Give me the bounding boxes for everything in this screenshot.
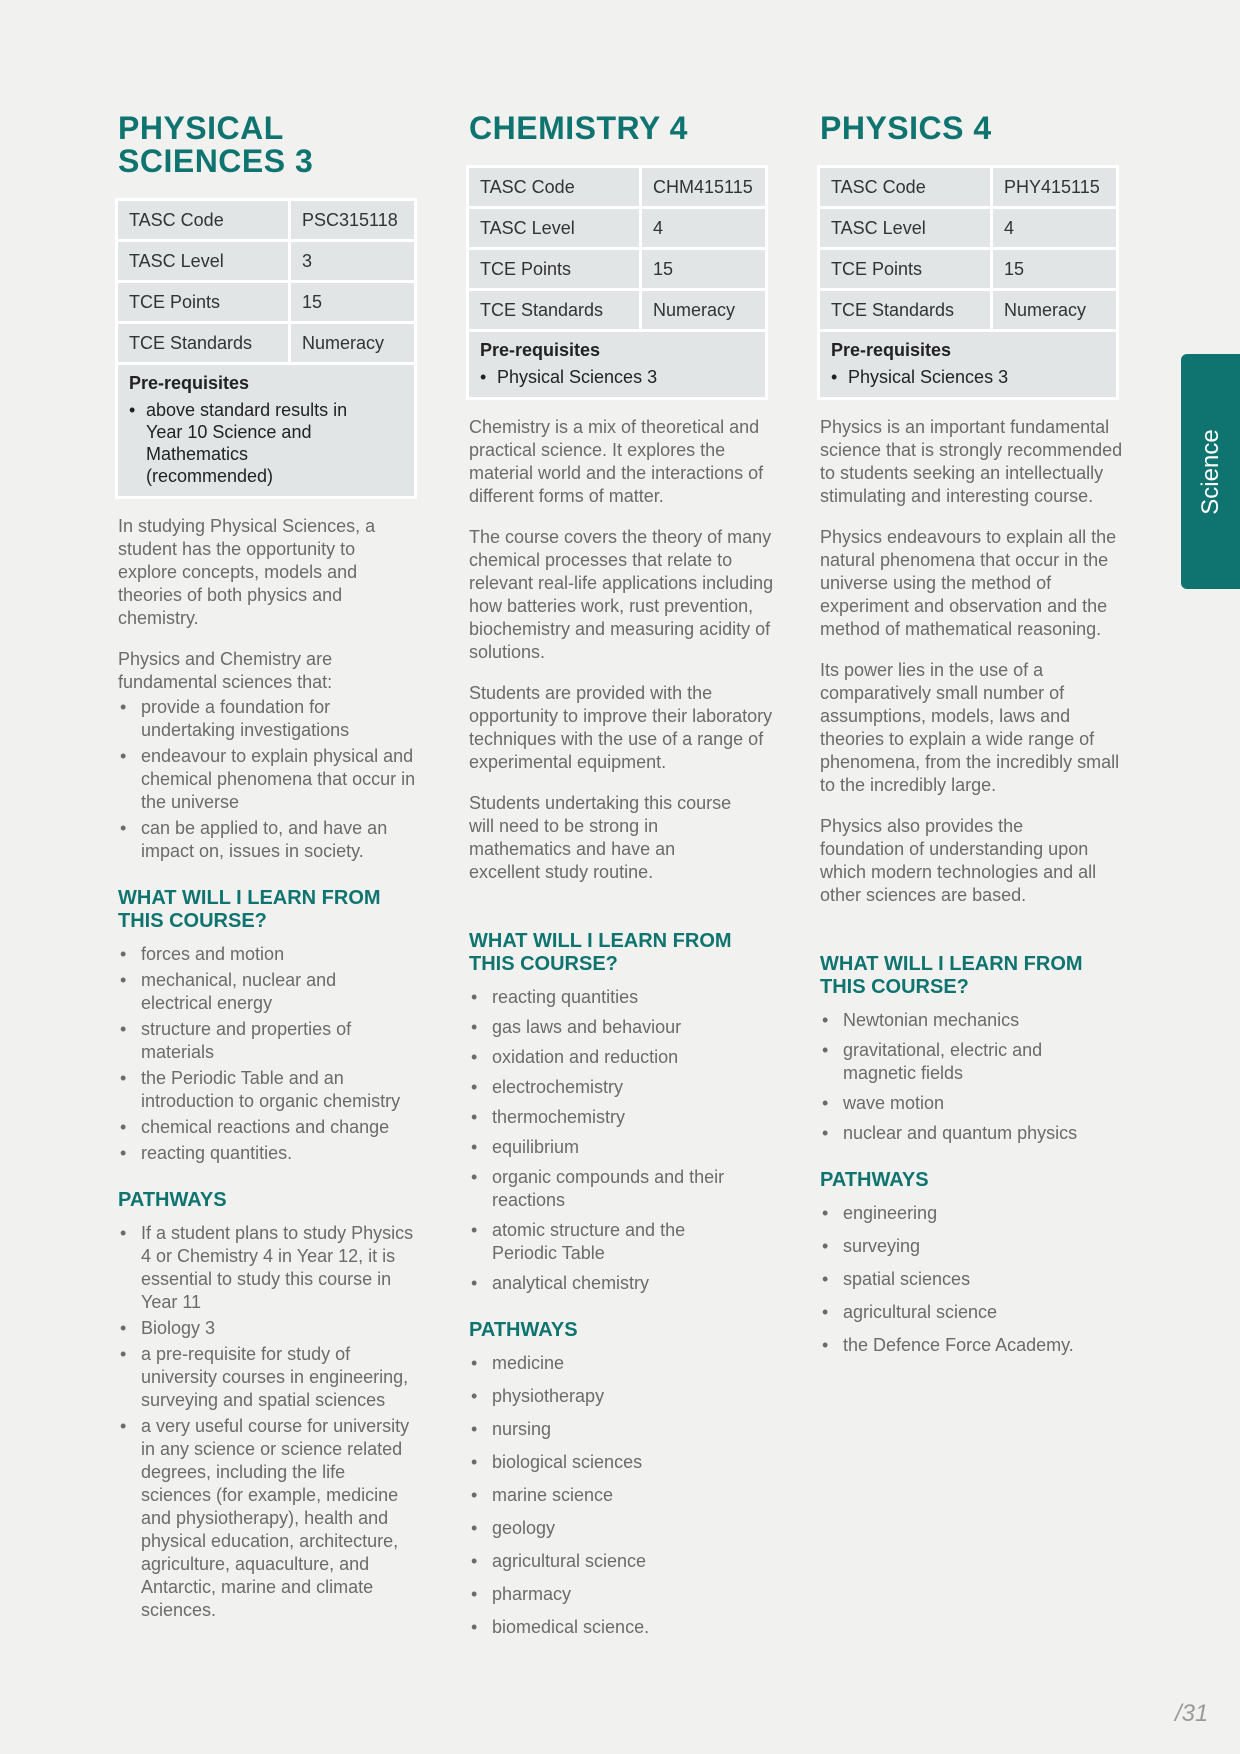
list-item: • medicine — [469, 1352, 774, 1375]
list-item: • wave motion — [820, 1092, 1125, 1115]
paragraph: In studying Physical Sciences, a student has the opportunity to explore concepts, models and theories of both physics and chemistry. — [118, 516, 376, 628]
table-row: TASC Level 3 — [118, 242, 414, 280]
column-physical-sciences — [118, 112, 423, 1640]
list-item: • Biology 3 — [118, 1317, 423, 1340]
prerequisites-list — [831, 366, 1105, 388]
paragraph: The course covers the theory of many chemical processes that relate to relevant real-life applications including how batteries work, rust prevention, biochemistry and measuring acidity of solutions. — [469, 527, 774, 662]
list-item: • pharmacy — [469, 1583, 774, 1606]
list-item: • analytical chemistry — [469, 1272, 774, 1295]
pathways-list — [820, 1202, 1125, 1357]
list-item: • agricultural science — [469, 1550, 774, 1573]
paragraph: Students are provided with the opportunity to improve their laboratory techniques with the use of a range of experimental equipment. — [469, 683, 773, 772]
prerequisites-list — [480, 366, 754, 388]
section-heading-learn: WHAT WILL I LEARN FROM THIS COURSE? — [118, 887, 381, 932]
paragraph: Physics and Chemistry are fundamental sciences that: — [118, 649, 333, 692]
section-heading-pathways: PATHWAYS — [469, 1319, 578, 1341]
list-item: • marine science — [469, 1484, 774, 1507]
learn-list — [469, 986, 774, 1295]
section-heading-learn: WHAT WILL I LEARN FROM THIS COURSE? — [820, 953, 1083, 998]
intro-list — [118, 696, 423, 863]
list-item: • Newtonian mechanics — [820, 1009, 1125, 1032]
list-item: • agricultural science — [820, 1301, 1125, 1324]
prerequisites-row — [469, 332, 765, 397]
page-number: /31 — [1175, 1700, 1209, 1727]
list-item: • forces and motion — [118, 943, 423, 966]
section-heading-learn: WHAT WILL I LEARN FROM THIS COURSE? — [469, 930, 732, 975]
list-item: • spatial sciences — [820, 1268, 1125, 1291]
learn-list — [820, 1009, 1125, 1145]
list-item: • Physical Sciences 3 — [480, 366, 754, 388]
list-item: • electrochemistry — [469, 1076, 774, 1099]
column-physics — [820, 112, 1125, 1375]
learn-list — [118, 943, 423, 1165]
prerequisites-label: Pre-requisites — [129, 373, 250, 393]
course-info-table — [817, 165, 1119, 400]
table-row: TCE Standards Numeracy — [118, 324, 414, 362]
list-item: • biomedical science. — [469, 1616, 774, 1639]
paragraph: Chemistry is a mix of theoretical and practical science. It explores the material world and the interactions of different forms of matter. — [469, 417, 764, 506]
list-item: • nuclear and quantum physics — [820, 1122, 1125, 1145]
section-heading-pathways: PATHWAYS — [118, 1189, 227, 1211]
table-row: TCE Points 15 — [118, 283, 414, 321]
list-item: • endeavour to explain physical and chemical phenomena that occur in the universe — [118, 745, 423, 814]
list-item: • mechanical, nuclear and electrical energy — [118, 969, 381, 1015]
table-row: TCE Standards Numeracy — [469, 291, 765, 329]
list-item: • gas laws and behaviour — [469, 1016, 774, 1039]
prerequisites-label: Pre-requisites — [831, 340, 952, 360]
course-title: CHEMISTRY 4 — [469, 110, 688, 146]
section-side-tab — [1181, 354, 1240, 589]
side-tab-label: Science — [1196, 428, 1224, 515]
list-item: • chemical reactions and change — [118, 1116, 423, 1139]
list-item: • biological sciences — [469, 1451, 774, 1474]
list-item: • physiotherapy — [469, 1385, 774, 1408]
paragraph: Physics also provides the foundation of understanding upon which modern technologies and all other sciences are based. — [820, 816, 1097, 905]
course-title: PHYSICS 4 — [820, 110, 992, 146]
section-heading-pathways: PATHWAYS — [820, 1169, 929, 1191]
table-row: TASC Code CHM415115 — [469, 168, 765, 206]
table-row: TASC Code PSC315118 — [118, 201, 414, 239]
course-info-table — [466, 165, 768, 400]
list-item: • a pre-requisite for study of university courses in engineering, surveying and spatial sciences — [118, 1343, 416, 1412]
paragraph: Physics endeavours to explain all the natural phenomena that occur in the universe using the method of experiment and observation and the method of mathematical reasoning. — [820, 527, 1117, 639]
list-item: • the Defence Force Academy. — [820, 1334, 1125, 1357]
list-item: • reacting quantities — [469, 986, 774, 1009]
pathways-list — [469, 1352, 774, 1639]
list-item: • above standard results in Year 10 Science and Mathematics (recommended) — [129, 399, 349, 487]
paragraph: Physics is an important fundamental science that is strongly recommended to students seeking an intellectually stimulating and interesting course. — [820, 417, 1123, 506]
list-item: • can be applied to, and have an impact on, issues in society. — [118, 817, 423, 863]
table-row: TCE Standards Numeracy — [820, 291, 1116, 329]
list-item: • structure and properties of materials — [118, 1018, 381, 1064]
list-item: • equilibrium — [469, 1136, 774, 1159]
column-chemistry — [469, 112, 774, 1657]
list-item: • reacting quantities. — [118, 1142, 423, 1165]
list-item: • geology — [469, 1517, 774, 1540]
table-row: TCE Points 15 — [820, 250, 1116, 288]
list-item: • engineering — [820, 1202, 1125, 1225]
course-description — [820, 416, 1125, 1357]
list-item: • the Periodic Table and an introduction to organic chemistry — [118, 1067, 411, 1113]
paragraph: Students undertaking this course will need to be strong in mathematics and have an excellent study routine. — [469, 793, 732, 882]
list-item: • surveying — [820, 1235, 1125, 1258]
table-row: TASC Level 4 — [469, 209, 765, 247]
list-item: • Physical Sciences 3 — [831, 366, 1105, 388]
course-description — [118, 515, 423, 1622]
table-row: TASC Level 4 — [820, 209, 1116, 247]
prerequisites-list — [129, 399, 349, 487]
pathways-list — [118, 1222, 423, 1622]
list-item: • oxidation and reduction — [469, 1046, 774, 1069]
course-description — [469, 416, 774, 1639]
prerequisites-row — [118, 365, 414, 496]
list-item: • thermochemistry — [469, 1106, 774, 1129]
list-item: • provide a foundation for undertaking investigations — [118, 696, 381, 742]
list-item: • gravitational, electric and magnetic fields — [820, 1039, 1103, 1085]
paragraph: Its power lies in the use of a comparatively small number of assumptions, models, laws and theories to explain a wide range of phenomena, from the incredibly small to the incredibly large. — [820, 660, 1120, 795]
table-row: TCE Points 15 — [469, 250, 765, 288]
prerequisites-label: Pre-requisites — [480, 340, 601, 360]
course-info-table — [115, 198, 417, 499]
list-item: • If a student plans to study Physics 4 or Chemistry 4 in Year 12, it is essential to study this course in Year 11 — [118, 1222, 423, 1314]
list-item: • a very useful course for university in any science or science related degrees, including the life sciences (for example, medicine and physiotherapy), health and physical education, architecture, agriculture, aquaculture, and Antarctic, marine and climate sciences. — [118, 1415, 416, 1622]
prerequisites-row — [820, 332, 1116, 397]
list-item: • nursing — [469, 1418, 774, 1441]
table-row: TASC Code PHY415115 — [820, 168, 1116, 206]
list-item: • atomic structure and the Periodic Table — [469, 1219, 752, 1265]
list-item: • organic compounds and their reactions — [469, 1166, 732, 1212]
course-title: PHYSICAL SCIENCES 3 — [118, 110, 314, 179]
